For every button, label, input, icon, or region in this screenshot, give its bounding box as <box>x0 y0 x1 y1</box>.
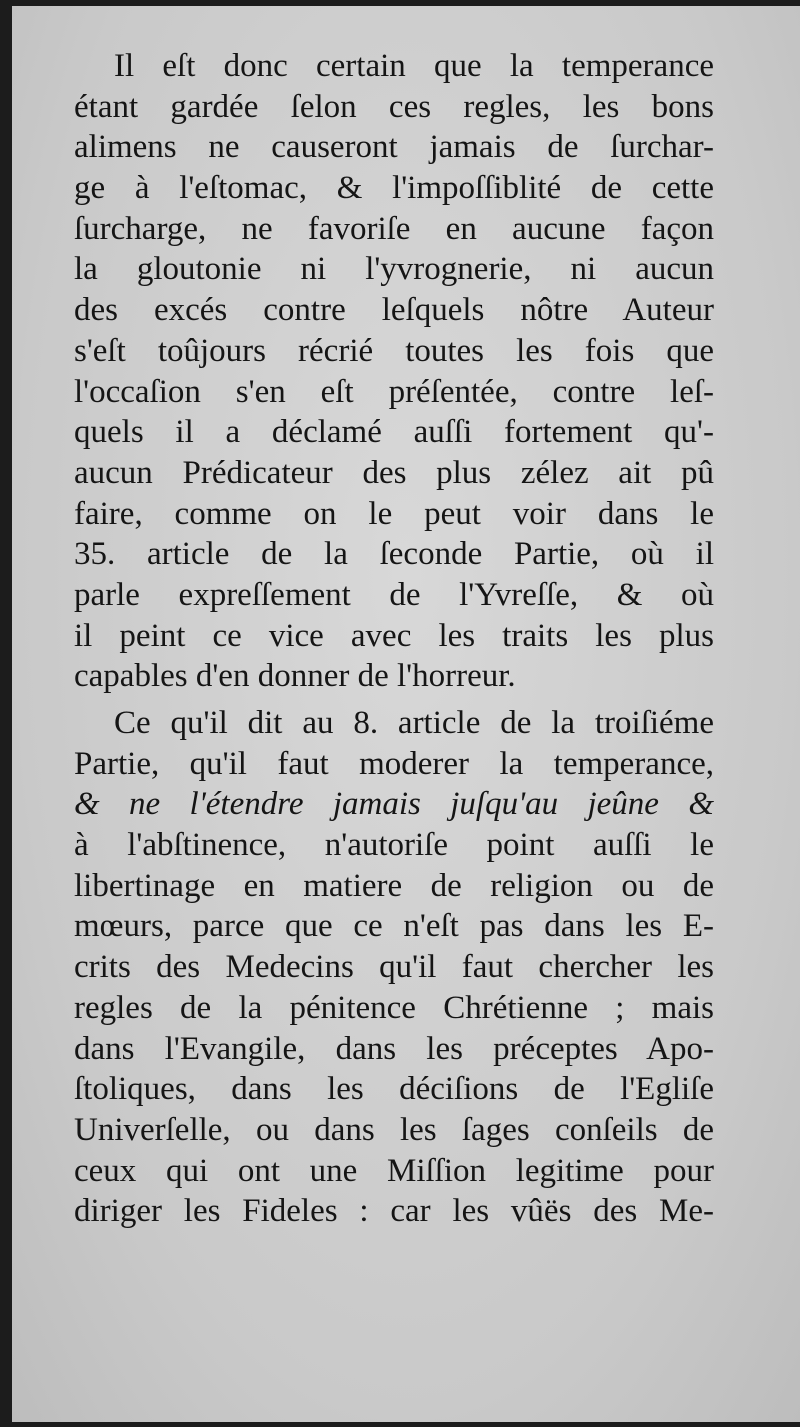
text-line: libertinage en matiere de religion ou de <box>74 867 714 904</box>
text-line: l'occaſion s'en eſt préſentée, contre leſ- <box>74 373 714 410</box>
text-line: parle expreſſement de l'Yvreſſe, & où <box>74 576 714 613</box>
page-text <box>74 46 714 1232</box>
text-line: étant gardée ſelon ces regles, les bons <box>74 88 714 125</box>
text-line: diriger les Fideles : car les vûës des Me- <box>74 1193 714 1230</box>
text-line: il peint ce vice avec les traits les plus <box>74 617 714 654</box>
text-line: alimens ne causeront jamais de ſurchar- <box>74 129 714 166</box>
text-line: ge à l'eſtomac, & l'impoſſiblité de cette <box>74 170 714 207</box>
text-line: ſurcharge, ne favoriſe en aucune façon <box>74 210 714 247</box>
text-line: la gloutonie ni l'yvrognerie, ni aucun <box>74 251 714 288</box>
text-line: regles de la pénitence Chrétienne ; mais <box>74 989 714 1026</box>
text-line: quels il a déclamé auſſi fortement qu'- <box>74 414 714 451</box>
text-line: à l'abſtinence, n'autoriſe point auſſi le <box>74 827 714 864</box>
text-line: Ce qu'il dit au 8. article de la troiſiéme <box>114 705 714 741</box>
text-line: ſtoliques, dans les déciſions de l'Egliſe <box>74 1071 714 1108</box>
text-line: des excés contre leſquels nôtre Auteur <box>74 292 714 329</box>
text-line: mœurs, parce que ce n'eſt pas dans les E- <box>74 908 714 945</box>
book-page <box>12 6 800 1422</box>
text-line: ceux qui ont une Miſſion legitime pour <box>74 1152 714 1189</box>
paragraph-2 <box>74 703 714 1232</box>
paragraph-1 <box>74 46 714 697</box>
text-line: Univerſelle, ou dans les ſages conſeils de <box>74 1111 714 1148</box>
text-line: crits des Medecins qu'il faut chercher les <box>74 949 714 986</box>
text-line: aucun Prédicateur des plus zélez ait pû <box>74 454 714 491</box>
text-line: dans l'Evangile, dans les préceptes Apo- <box>74 1030 714 1067</box>
text-line: Partie, qu'il faut moderer la temperance, <box>74 745 714 782</box>
text-line: faire, comme on le peut voir dans le <box>74 495 714 532</box>
text-line: capables d'en donner de l'horreur. <box>74 658 516 695</box>
text-line-italic: & ne l'étendre jamais juſqu'au jeûne & <box>74 786 714 823</box>
text-line: 35. article de la ſeconde Partie, où il <box>74 536 714 573</box>
text-line: s'eſt toûjours récrié toutes les fois que <box>74 332 714 369</box>
text-line: Il eſt donc certain que la temperance <box>114 48 714 84</box>
